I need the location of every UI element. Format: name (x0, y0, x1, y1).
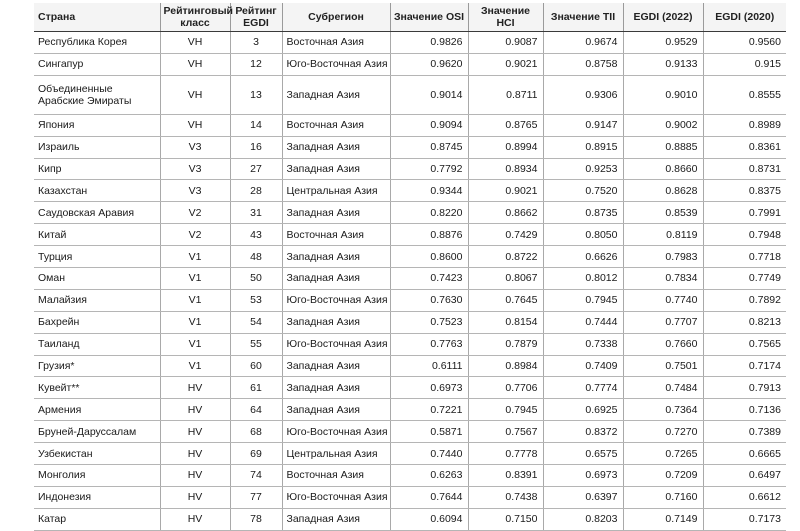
egdi-2020-cell: 0.8375 (703, 180, 786, 202)
osi-cell: 0.7523 (390, 311, 468, 333)
table-row (34, 224, 786, 246)
hci-cell: 0.7879 (468, 333, 543, 355)
egdi-rank-cell: 53 (230, 289, 282, 311)
tii-cell: 0.8012 (543, 268, 623, 290)
country-cell: Узбекистан (34, 443, 160, 465)
hci-cell: 0.7706 (468, 377, 543, 399)
tii-cell: 0.9147 (543, 114, 623, 136)
table-row (34, 355, 786, 377)
table-row (34, 53, 786, 75)
header-rating-class: Рейтинговый класс (160, 3, 230, 32)
osi-cell: 0.8600 (390, 246, 468, 268)
hci-cell: 0.7150 (468, 508, 543, 530)
tii-cell: 0.8915 (543, 136, 623, 158)
subregion-cell: Западная Азия (282, 311, 390, 333)
egdi-2020-cell: 0.8555 (703, 75, 786, 114)
rating-class-cell: V3 (160, 136, 230, 158)
subregion-cell: Восточная Азия (282, 224, 390, 246)
hci-cell: 0.7945 (468, 399, 543, 421)
egdi-2020-cell: 0.8989 (703, 114, 786, 136)
rating-class-cell: VH (160, 53, 230, 75)
egdi-rank-cell: 60 (230, 355, 282, 377)
tii-cell: 0.7945 (543, 289, 623, 311)
table-row (34, 202, 786, 224)
egdi-2022-cell: 0.7484 (623, 377, 703, 399)
egdi-2020-cell: 0.7389 (703, 421, 786, 443)
country-cell: Катар (34, 508, 160, 530)
country-cell: Кувейт** (34, 377, 160, 399)
table-row (34, 289, 786, 311)
header-egdi-2020: EGDI (2020) (703, 3, 786, 32)
table-row (34, 114, 786, 136)
osi-cell: 0.7644 (390, 486, 468, 508)
osi-cell: 0.6973 (390, 377, 468, 399)
egdi-2022-cell: 0.9529 (623, 32, 703, 54)
hci-cell: 0.8984 (468, 355, 543, 377)
tii-cell: 0.8050 (543, 224, 623, 246)
rating-class-cell: VH (160, 75, 230, 114)
country-cell: Израиль (34, 136, 160, 158)
country-cell: Объединенные Арабские Эмираты (34, 75, 160, 114)
egdi-2022-cell: 0.8885 (623, 136, 703, 158)
egdi-2020-cell: 0.8361 (703, 136, 786, 158)
subregion-cell: Юго-Восточная Азия (282, 421, 390, 443)
hci-cell: 0.9087 (468, 32, 543, 54)
tii-cell: 0.6626 (543, 246, 623, 268)
table-row (34, 180, 786, 202)
osi-cell: 0.5871 (390, 421, 468, 443)
subregion-cell: Западная Азия (282, 158, 390, 180)
egdi-rank-cell: 54 (230, 311, 282, 333)
rating-class-cell: V3 (160, 158, 230, 180)
country-cell: Оман (34, 268, 160, 290)
hci-cell: 0.9021 (468, 53, 543, 75)
table-row (34, 136, 786, 158)
table-row (34, 311, 786, 333)
rating-class-cell: V1 (160, 333, 230, 355)
egdi-2022-cell: 0.7501 (623, 355, 703, 377)
hci-cell: 0.8765 (468, 114, 543, 136)
subregion-cell: Восточная Азия (282, 114, 390, 136)
table-row (34, 75, 786, 114)
tii-cell: 0.9253 (543, 158, 623, 180)
rating-class-cell: V1 (160, 246, 230, 268)
tii-cell: 0.6397 (543, 486, 623, 508)
subregion-cell: Центральная Азия (282, 180, 390, 202)
tii-cell: 0.6973 (543, 465, 623, 487)
egdi-2020-cell: 0.7948 (703, 224, 786, 246)
subregion-cell: Юго-Восточная Азия (282, 289, 390, 311)
egdi-2020-cell: 0.6665 (703, 443, 786, 465)
egdi-rank-cell: 78 (230, 508, 282, 530)
country-cell: Республика Корея (34, 32, 160, 54)
osi-cell: 0.9826 (390, 32, 468, 54)
table-row (34, 399, 786, 421)
hci-cell: 0.8154 (468, 311, 543, 333)
osi-cell: 0.6094 (390, 508, 468, 530)
hci-cell: 0.7645 (468, 289, 543, 311)
country-cell: Армения (34, 399, 160, 421)
subregion-cell: Западная Азия (282, 399, 390, 421)
egdi-2022-cell: 0.8628 (623, 180, 703, 202)
country-cell: Малайзия (34, 289, 160, 311)
egdi-rank-cell: 48 (230, 246, 282, 268)
rating-class-cell: HV (160, 421, 230, 443)
egdi-2020-cell: 0.7991 (703, 202, 786, 224)
subregion-cell: Западная Азия (282, 268, 390, 290)
rating-class-cell: HV (160, 399, 230, 421)
egdi-2020-cell: 0.6497 (703, 465, 786, 487)
egdi-rank-cell: 61 (230, 377, 282, 399)
subregion-cell: Восточная Азия (282, 32, 390, 54)
osi-cell: 0.7763 (390, 333, 468, 355)
egdi-rank-cell: 64 (230, 399, 282, 421)
egdi-2022-cell: 0.7209 (623, 465, 703, 487)
osi-cell: 0.9344 (390, 180, 468, 202)
country-cell: Казахстан (34, 180, 160, 202)
osi-cell: 0.9014 (390, 75, 468, 114)
egdi-2022-cell: 0.9002 (623, 114, 703, 136)
egdi-rank-cell: 28 (230, 180, 282, 202)
egdi-2020-cell: 0.7749 (703, 268, 786, 290)
egdi-2022-cell: 0.7660 (623, 333, 703, 355)
tii-cell: 0.7774 (543, 377, 623, 399)
osi-cell: 0.7630 (390, 289, 468, 311)
tii-cell: 0.7338 (543, 333, 623, 355)
country-cell: Кипр (34, 158, 160, 180)
country-cell: Грузия* (34, 355, 160, 377)
egdi-2022-cell: 0.8539 (623, 202, 703, 224)
hci-cell: 0.9021 (468, 180, 543, 202)
egdi-2022-cell: 0.9133 (623, 53, 703, 75)
rating-class-cell: V1 (160, 355, 230, 377)
egdi-2020-cell: 0.8731 (703, 158, 786, 180)
osi-cell: 0.7440 (390, 443, 468, 465)
table-row (34, 443, 786, 465)
table-row (34, 333, 786, 355)
osi-cell: 0.7423 (390, 268, 468, 290)
egdi-2022-cell: 0.7834 (623, 268, 703, 290)
table-row (34, 421, 786, 443)
egdi-2022-cell: 0.7707 (623, 311, 703, 333)
egdi-2022-cell: 0.7270 (623, 421, 703, 443)
subregion-cell: Восточная Азия (282, 465, 390, 487)
hci-cell: 0.7429 (468, 224, 543, 246)
subregion-cell: Юго-Восточная Азия (282, 53, 390, 75)
osi-cell: 0.9620 (390, 53, 468, 75)
table-row (34, 32, 786, 54)
rating-class-cell: V1 (160, 268, 230, 290)
egdi-2022-cell: 0.7160 (623, 486, 703, 508)
table-row (34, 377, 786, 399)
egdi-2022-cell: 0.8660 (623, 158, 703, 180)
egdi-2022-cell: 0.7265 (623, 443, 703, 465)
subregion-cell: Западная Азия (282, 355, 390, 377)
osi-cell: 0.7221 (390, 399, 468, 421)
country-cell: Япония (34, 114, 160, 136)
country-cell: Турция (34, 246, 160, 268)
egdi-rank-cell: 69 (230, 443, 282, 465)
egdi-2020-cell: 0.7173 (703, 508, 786, 530)
rating-class-cell: HV (160, 377, 230, 399)
rating-class-cell: HV (160, 465, 230, 487)
osi-cell: 0.8220 (390, 202, 468, 224)
rating-class-cell: HV (160, 486, 230, 508)
subregion-cell: Западная Азия (282, 136, 390, 158)
table-row (34, 508, 786, 530)
egdi-rank-cell: 31 (230, 202, 282, 224)
egdi-rank-cell: 3 (230, 32, 282, 54)
tii-cell: 0.6575 (543, 443, 623, 465)
hci-cell: 0.7438 (468, 486, 543, 508)
table-row (34, 246, 786, 268)
egdi-2022-cell: 0.8119 (623, 224, 703, 246)
hci-cell: 0.8067 (468, 268, 543, 290)
table-row (34, 158, 786, 180)
hci-cell: 0.8994 (468, 136, 543, 158)
egdi-2020-cell: 0.7892 (703, 289, 786, 311)
header-country: Страна (34, 3, 160, 32)
header-egdi-2022: EGDI (2022) (623, 3, 703, 32)
subregion-cell: Западная Азия (282, 246, 390, 268)
subregion-cell: Юго-Восточная Азия (282, 333, 390, 355)
rating-class-cell: V3 (160, 180, 230, 202)
egdi-rank-cell: 16 (230, 136, 282, 158)
country-cell: Бахрейн (34, 311, 160, 333)
egdi-table (34, 3, 786, 531)
egdi-rank-cell: 27 (230, 158, 282, 180)
egdi-2022-cell: 0.7983 (623, 246, 703, 268)
egdi-rank-cell: 12 (230, 53, 282, 75)
header-subregion: Субрегион (282, 3, 390, 32)
header-tii: Значение TII (543, 3, 623, 32)
subregion-cell: Западная Азия (282, 75, 390, 114)
egdi-2020-cell: 0.7913 (703, 377, 786, 399)
hci-cell: 0.7778 (468, 443, 543, 465)
country-cell: Саудовская Аравия (34, 202, 160, 224)
egdi-rank-cell: 43 (230, 224, 282, 246)
rating-class-cell: VH (160, 32, 230, 54)
hci-cell: 0.8934 (468, 158, 543, 180)
table-row (34, 486, 786, 508)
subregion-cell: Западная Азия (282, 377, 390, 399)
rating-class-cell: V1 (160, 289, 230, 311)
table-row (34, 465, 786, 487)
subregion-cell: Западная Азия (282, 508, 390, 530)
tii-cell: 0.7444 (543, 311, 623, 333)
country-cell: Бруней-Даруссалам (34, 421, 160, 443)
header-row (34, 3, 786, 32)
tii-cell: 0.8735 (543, 202, 623, 224)
egdi-rank-cell: 77 (230, 486, 282, 508)
header-osi: Значение OSI (390, 3, 468, 32)
egdi-rank-cell: 13 (230, 75, 282, 114)
tii-cell: 0.7520 (543, 180, 623, 202)
osi-cell: 0.6111 (390, 355, 468, 377)
country-cell: Китай (34, 224, 160, 246)
tii-cell: 0.8372 (543, 421, 623, 443)
hci-cell: 0.8662 (468, 202, 543, 224)
country-cell: Монголия (34, 465, 160, 487)
egdi-rank-cell: 74 (230, 465, 282, 487)
egdi-2020-cell: 0.7718 (703, 246, 786, 268)
osi-cell: 0.6263 (390, 465, 468, 487)
egdi-rank-cell: 55 (230, 333, 282, 355)
tii-cell: 0.7409 (543, 355, 623, 377)
subregion-cell: Юго-Восточная Азия (282, 486, 390, 508)
egdi-2020-cell: 0.9560 (703, 32, 786, 54)
subregion-cell: Центральная Азия (282, 443, 390, 465)
egdi-2020-cell: 0.7136 (703, 399, 786, 421)
tii-cell: 0.8203 (543, 508, 623, 530)
egdi-rank-cell: 14 (230, 114, 282, 136)
tii-cell: 0.9306 (543, 75, 623, 114)
egdi-rank-cell: 68 (230, 421, 282, 443)
rating-class-cell: V2 (160, 224, 230, 246)
egdi-2020-cell: 0.8213 (703, 311, 786, 333)
rating-class-cell: V2 (160, 202, 230, 224)
tii-cell: 0.9674 (543, 32, 623, 54)
rating-class-cell: HV (160, 443, 230, 465)
egdi-2022-cell: 0.7740 (623, 289, 703, 311)
hci-cell: 0.8722 (468, 246, 543, 268)
egdi-rank-cell: 50 (230, 268, 282, 290)
osi-cell: 0.7792 (390, 158, 468, 180)
egdi-2022-cell: 0.7364 (623, 399, 703, 421)
rating-class-cell: VH (160, 114, 230, 136)
tii-cell: 0.6925 (543, 399, 623, 421)
osi-cell: 0.8745 (390, 136, 468, 158)
egdi-2020-cell: 0.915 (703, 53, 786, 75)
subregion-cell: Западная Азия (282, 202, 390, 224)
header-egdi-rank: Рейтинг EGDI (230, 3, 282, 32)
rating-class-cell: V1 (160, 311, 230, 333)
hci-cell: 0.7567 (468, 421, 543, 443)
egdi-2022-cell: 0.9010 (623, 75, 703, 114)
rating-class-cell: HV (160, 508, 230, 530)
tii-cell: 0.8758 (543, 53, 623, 75)
egdi-2020-cell: 0.7174 (703, 355, 786, 377)
osi-cell: 0.8876 (390, 224, 468, 246)
table-row (34, 268, 786, 290)
egdi-2020-cell: 0.6612 (703, 486, 786, 508)
country-cell: Таиланд (34, 333, 160, 355)
hci-cell: 0.8711 (468, 75, 543, 114)
country-cell: Сингапур (34, 53, 160, 75)
osi-cell: 0.9094 (390, 114, 468, 136)
header-hci: Значение HCI (468, 3, 543, 32)
hci-cell: 0.8391 (468, 465, 543, 487)
egdi-2022-cell: 0.7149 (623, 508, 703, 530)
country-cell: Индонезия (34, 486, 160, 508)
egdi-2020-cell: 0.7565 (703, 333, 786, 355)
